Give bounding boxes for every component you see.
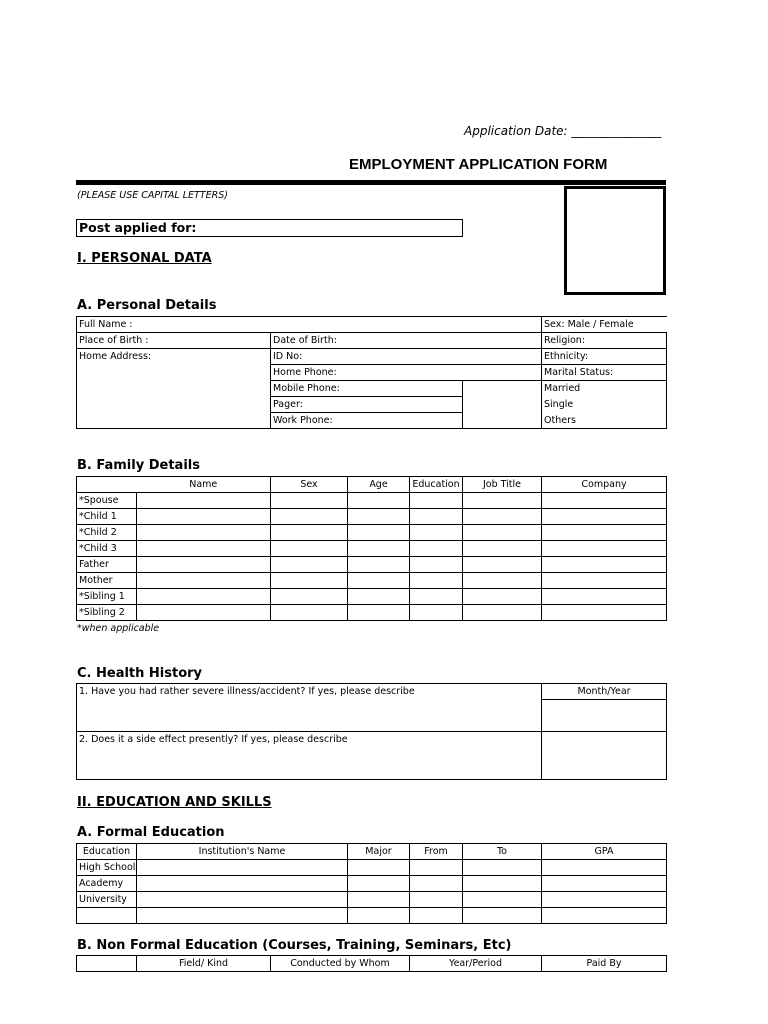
formal-cell[interactable] xyxy=(137,876,348,892)
formal-cell[interactable] xyxy=(137,908,348,924)
formal-cell[interactable] xyxy=(410,876,463,892)
formal-cell[interactable] xyxy=(137,860,348,876)
nonformal-education-title: B. Non Formal Education (Courses, Training, Seminars, Etc) xyxy=(77,938,512,953)
health-q1-cell[interactable] xyxy=(77,684,542,732)
personal-details-table xyxy=(76,316,667,429)
formal-header-major: Major xyxy=(348,844,410,860)
family-cell[interactable] xyxy=(137,589,271,605)
formal-education-title: A. Formal Education xyxy=(77,825,225,840)
family-cell[interactable] xyxy=(463,557,542,573)
table-row xyxy=(77,557,667,573)
table-row xyxy=(77,541,667,557)
title-rule xyxy=(76,180,666,185)
family-cell[interactable] xyxy=(410,493,463,509)
family-cell[interactable] xyxy=(348,573,410,589)
place-of-birth-cell[interactable]: Place of Birth : xyxy=(77,333,271,349)
family-details-table xyxy=(76,476,667,621)
personal-details-title: A. Personal Details xyxy=(77,298,217,313)
family-cell[interactable] xyxy=(463,573,542,589)
family-header-sex: Sex xyxy=(271,477,348,493)
table-row xyxy=(77,860,667,876)
formal-cell[interactable] xyxy=(348,860,410,876)
formal-cell[interactable] xyxy=(542,860,667,876)
family-cell[interactable] xyxy=(137,509,271,525)
formal-row-label[interactable] xyxy=(77,908,137,924)
family-cell[interactable] xyxy=(137,525,271,541)
family-cell[interactable] xyxy=(271,525,348,541)
others-option[interactable]: Others xyxy=(542,413,667,429)
table-row xyxy=(77,589,667,605)
family-cell[interactable] xyxy=(271,493,348,509)
table-row xyxy=(77,525,667,541)
section-education-title: II. EDUCATION AND SKILLS xyxy=(77,795,272,810)
pager-cell[interactable]: Pager: xyxy=(271,397,463,413)
family-cell[interactable] xyxy=(463,541,542,557)
capital-note: (PLEASE USE CAPITAL LETTERS) xyxy=(77,190,228,201)
formal-cell[interactable] xyxy=(410,892,463,908)
family-cell[interactable] xyxy=(271,541,348,557)
mobile-phone-cell[interactable]: Mobile Phone: xyxy=(271,381,463,397)
formal-header-institution: Institution's Name xyxy=(137,844,348,860)
family-cell[interactable] xyxy=(463,525,542,541)
family-cell[interactable] xyxy=(137,573,271,589)
full-name-cell-cont[interactable] xyxy=(463,317,542,333)
formal-cell[interactable] xyxy=(542,892,667,908)
family-cell[interactable] xyxy=(348,605,410,621)
health-q1-date-cell[interactable] xyxy=(542,700,667,732)
family-row-label: *Child 2 xyxy=(77,525,137,541)
family-cell[interactable] xyxy=(348,493,410,509)
family-cell[interactable] xyxy=(542,493,667,509)
family-cell[interactable] xyxy=(410,589,463,605)
work-phone-cell[interactable]: Work Phone: xyxy=(271,413,463,429)
formal-cell[interactable] xyxy=(463,860,542,876)
family-note: *when applicable xyxy=(77,623,160,634)
id-no-cell[interactable]: ID No: xyxy=(271,349,463,365)
health-history-title: C. Health History xyxy=(77,666,203,681)
family-cell[interactable] xyxy=(542,589,667,605)
formal-cell[interactable] xyxy=(463,892,542,908)
nonformal-education-table xyxy=(76,955,667,972)
formal-cell[interactable] xyxy=(137,892,348,908)
nonformal-header-year: Year/Period xyxy=(410,956,542,972)
formal-education-table xyxy=(76,843,667,924)
home-phone-cell-cont[interactable] xyxy=(463,365,542,381)
family-row-label: Mother xyxy=(77,573,137,589)
family-cell[interactable] xyxy=(410,605,463,621)
family-cell[interactable] xyxy=(137,493,271,509)
family-header-company: Company xyxy=(542,477,667,493)
family-row-label: *Sibling 1 xyxy=(77,589,137,605)
post-applied-field[interactable] xyxy=(76,219,463,237)
family-cell[interactable] xyxy=(348,509,410,525)
table-row xyxy=(77,876,667,892)
formal-cell[interactable] xyxy=(463,876,542,892)
family-header-education: Education xyxy=(410,477,463,493)
photo-box[interactable] xyxy=(564,186,666,295)
formal-cell[interactable] xyxy=(348,876,410,892)
marital-status-cell[interactable]: Marital Status: xyxy=(542,365,667,381)
nonformal-header-blank xyxy=(77,956,137,972)
nonformal-header-field: Field/ Kind xyxy=(137,956,271,972)
family-cell[interactable] xyxy=(463,605,542,621)
family-cell[interactable] xyxy=(463,493,542,509)
formal-cell[interactable] xyxy=(542,876,667,892)
family-row-label: *Spouse xyxy=(77,493,137,509)
table-row xyxy=(77,493,667,509)
nonformal-header-conducted: Conducted by Whom xyxy=(271,956,410,972)
married-option[interactable]: Married xyxy=(542,381,667,397)
family-cell[interactable] xyxy=(271,573,348,589)
family-cell[interactable] xyxy=(410,573,463,589)
family-cell[interactable] xyxy=(271,557,348,573)
family-cell[interactable] xyxy=(348,589,410,605)
family-cell[interactable] xyxy=(542,557,667,573)
family-cell[interactable] xyxy=(463,509,542,525)
family-row-label: *Child 3 xyxy=(77,541,137,557)
health-q2-cell[interactable] xyxy=(77,732,542,780)
family-cell[interactable] xyxy=(410,541,463,557)
family-cell[interactable] xyxy=(271,589,348,605)
table-row xyxy=(77,892,667,908)
form-title: EMPLOYMENT APPLICATION FORM xyxy=(349,156,608,173)
family-cell[interactable] xyxy=(348,525,410,541)
health-history-table xyxy=(76,683,667,780)
home-address-cell[interactable]: Home Address: xyxy=(77,349,271,429)
family-cell[interactable] xyxy=(542,605,667,621)
table-row xyxy=(77,573,667,589)
family-cell[interactable] xyxy=(137,557,271,573)
formal-cell[interactable] xyxy=(348,892,410,908)
marital-blank-cell[interactable] xyxy=(463,381,542,429)
family-cell[interactable] xyxy=(137,541,271,557)
post-applied-label: Post applied for: xyxy=(79,220,197,235)
single-option[interactable]: Single xyxy=(542,397,667,413)
family-cell[interactable] xyxy=(137,605,271,621)
family-cell[interactable] xyxy=(410,509,463,525)
health-q2-date-cell[interactable] xyxy=(542,732,667,780)
health-q2-label: 2. Does it a side effect presently? If yes, please describe xyxy=(79,734,348,745)
formal-cell[interactable] xyxy=(542,908,667,924)
formal-header-to: To xyxy=(463,844,542,860)
nonformal-header-paid: Paid By xyxy=(542,956,667,972)
id-no-cell-cont[interactable] xyxy=(463,349,542,365)
home-phone-cell[interactable]: Home Phone: xyxy=(271,365,463,381)
formal-cell[interactable] xyxy=(348,908,410,924)
family-header-name: Name xyxy=(137,477,271,493)
family-cell[interactable] xyxy=(542,573,667,589)
date-of-birth-cell[interactable]: Date of Birth: xyxy=(271,333,463,349)
date-of-birth-cell-cont[interactable] xyxy=(463,333,542,349)
full-name-cell[interactable]: Full Name : xyxy=(77,317,463,333)
formal-header-from: From xyxy=(410,844,463,860)
table-row xyxy=(77,908,667,924)
formal-cell[interactable] xyxy=(410,860,463,876)
family-row-label: *Sibling 2 xyxy=(77,605,137,621)
family-cell[interactable] xyxy=(410,557,463,573)
family-cell[interactable] xyxy=(463,589,542,605)
family-cell[interactable] xyxy=(348,541,410,557)
family-cell[interactable] xyxy=(348,557,410,573)
family-cell[interactable] xyxy=(271,509,348,525)
sex-cell[interactable]: Sex: Male / Female xyxy=(542,317,667,333)
family-cell[interactable] xyxy=(271,605,348,621)
health-q1-label: 1. Have you had rather severe illness/accident? If yes, please describe xyxy=(79,686,415,697)
family-header-blank xyxy=(77,477,137,493)
application-date: Application Date: _______________ xyxy=(464,124,662,138)
formal-row-label: University xyxy=(77,892,137,908)
family-cell[interactable] xyxy=(410,525,463,541)
ethnicity-cell[interactable]: Ethnicity: xyxy=(542,349,667,365)
formal-cell[interactable] xyxy=(463,908,542,924)
formal-header-gpa: GPA xyxy=(542,844,667,860)
family-details-title: B. Family Details xyxy=(77,458,200,473)
religion-cell[interactable]: Religion: xyxy=(542,333,667,349)
family-header-age: Age xyxy=(348,477,410,493)
family-header-job-title: Job Title xyxy=(463,477,542,493)
health-month-year-header: Month/Year xyxy=(542,684,667,700)
table-row xyxy=(77,509,667,525)
formal-row-label: High School xyxy=(77,860,137,876)
family-cell[interactable] xyxy=(542,509,667,525)
formal-row-label: Academy xyxy=(77,876,137,892)
formal-header-education: Education xyxy=(77,844,137,860)
table-row xyxy=(77,605,667,621)
formal-cell[interactable] xyxy=(410,908,463,924)
family-cell[interactable] xyxy=(542,541,667,557)
family-cell[interactable] xyxy=(542,525,667,541)
section-personal-data-title: I. PERSONAL DATA xyxy=(77,251,212,266)
family-row-label: *Child 1 xyxy=(77,509,137,525)
family-row-label: Father xyxy=(77,557,137,573)
